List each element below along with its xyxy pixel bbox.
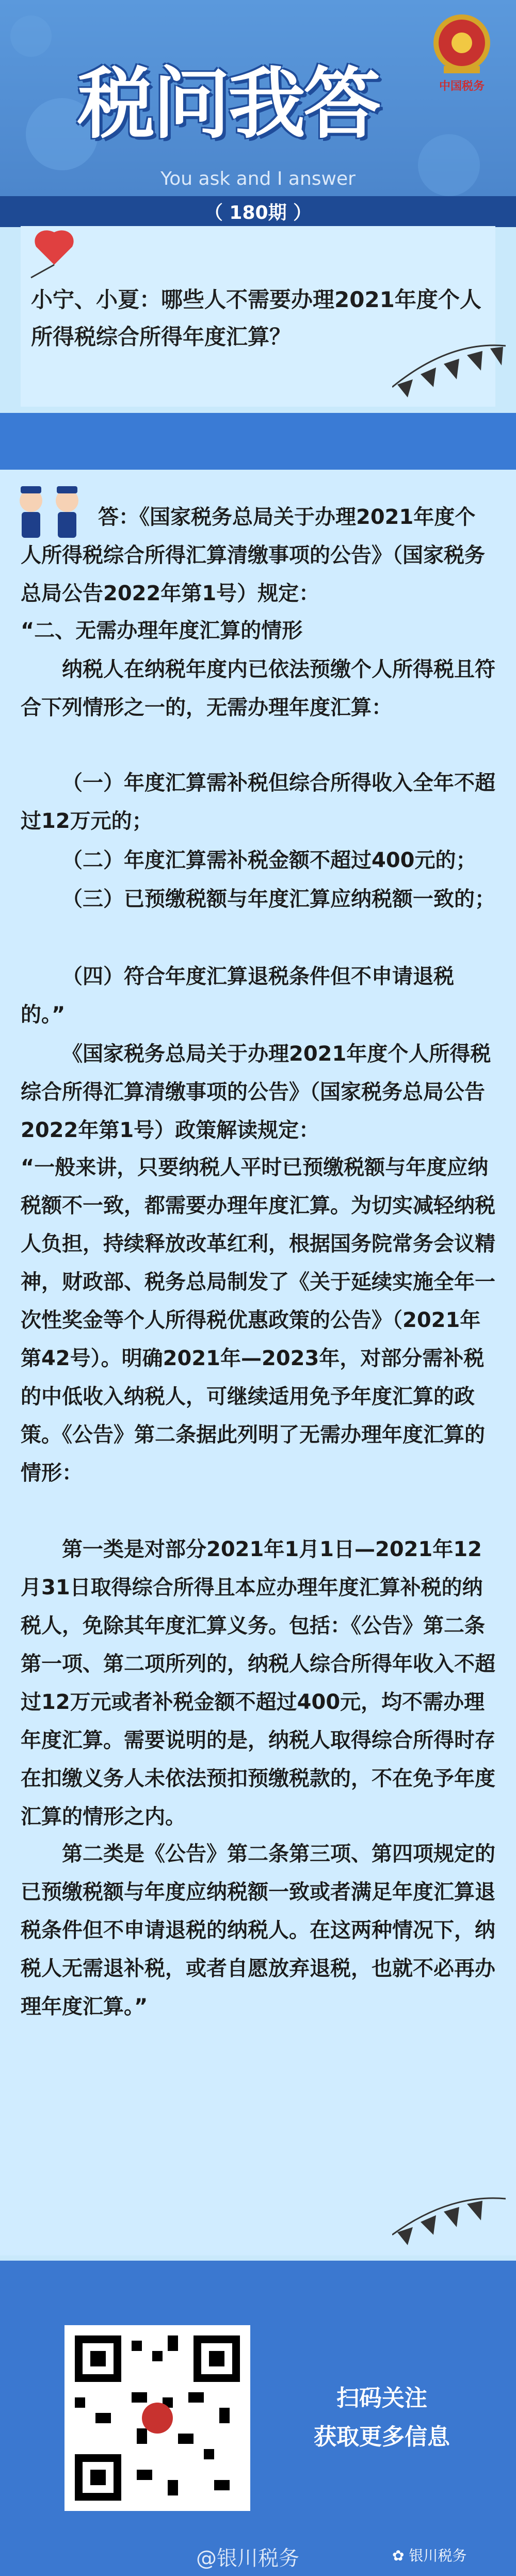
scan-hint-line1: 扫码关注 <box>336 2385 427 2411</box>
answer-paragraph: （三）已预缴税额与年度汇算应纳税额一致的； <box>62 887 495 911</box>
emblem-caption: 中国税务 <box>439 80 485 93</box>
answer-paragraph: 第二类是《公告》第二条第三项、第四项规定的已预缴税额与年度应纳税额一致或者满足年度汇算退税条件但不申请退税的纳税人。在这两种情况下，纳税人无需退补税，或者自愿放弃退税，也就不必再办理年度汇算。” <box>21 1842 495 2019</box>
bunting-flags-icon <box>392 2188 506 2250</box>
answer-paragraph: （四）符合年度汇算退税条件但不申请退税的。” <box>21 965 454 1027</box>
separator-band <box>0 413 516 470</box>
answer-paragraph: “二、无需办理年度汇算的情形 <box>21 619 303 643</box>
header-banner <box>0 0 516 196</box>
bunting-flags-icon <box>392 335 506 403</box>
answer-paragraph: 答：《国家税务总局关于办理2021年度个人所得税综合所得汇算清缴事项的公告》（国家税务总局公告2022年第1号）规定： <box>21 505 485 605</box>
answer-paragraph: （一）年度汇算需补税但综合所得收入全年不超过12万元的； <box>21 771 495 833</box>
question-text: 小宁、小夏：哪些人不需要办理2021年度个人所得税综合所得年度汇算？ <box>31 287 481 349</box>
tax-emblem-icon <box>428 9 495 87</box>
wechat-icon: ✿ <box>392 2547 405 2564</box>
wechat-account-label <box>392 2545 506 2565</box>
answer-paragraph: （二）年度汇算需补税金额不超过400元的； <box>62 849 477 872</box>
wechat-account-text: 银川税务 <box>409 2547 467 2564</box>
qr-code-icon <box>64 2325 250 2511</box>
page-title: 税问我答 <box>77 59 379 149</box>
qr-code[interactable] <box>64 2325 250 2511</box>
heart-tag-icon <box>21 226 88 283</box>
account-name: @银川税务 <box>196 2547 299 2570</box>
answer-paragraph: “一般来讲，只要纳税人平时已预缴税额与年度应纳税额不一致，都需要办理年度汇算。为切实减轻纳税人负担，持续释放改革红利，根据国务院常务会议精神，财政部、税务总局制发了《关于延续实施全年一次性奖金等个人所得税优惠政策的公告》（2021年第42号）。明确2021年—2023年，对部分需补税的中低收入纳税人，可继续适用免予年度汇算的政策。《公告》第二条据此列明了无需办理年度汇算的情形： <box>21 1156 495 1485</box>
page-subtitle: You ask and I answer <box>160 168 356 189</box>
answer-paragraph: 纳税人在纳税年度内已依法预缴个人所得税且符合下列情形之一的，无需办理年度汇算： <box>21 658 495 719</box>
issue-number: （ 180期 ） <box>204 202 312 223</box>
scan-hint-line2: 获取更多信息 <box>314 2424 450 2450</box>
answer-paragraph: 《国家税务总局关于办理2021年度个人所得税综合所得汇算清缴事项的公告》（国家税务总局公告2022年第1号）政策解读规定： <box>21 1042 491 1142</box>
answer-paragraph: 第一类是对部分2021年1月1日—2021年12月31日取得综合所得且本应办理年度汇算补税的纳税人，免除其年度汇算义务。包括：《公告》第二条第一项、第二项所列的，纳税人综合所得年收入不超过12万元或者补税金额不超过400元，均不需办理年度汇算。需要说明的是，纳税人取得综合所得时存在扣缴义务人未依法预扣预缴税款的，不在免予年度汇算的情形之内。 <box>21 1538 495 1829</box>
